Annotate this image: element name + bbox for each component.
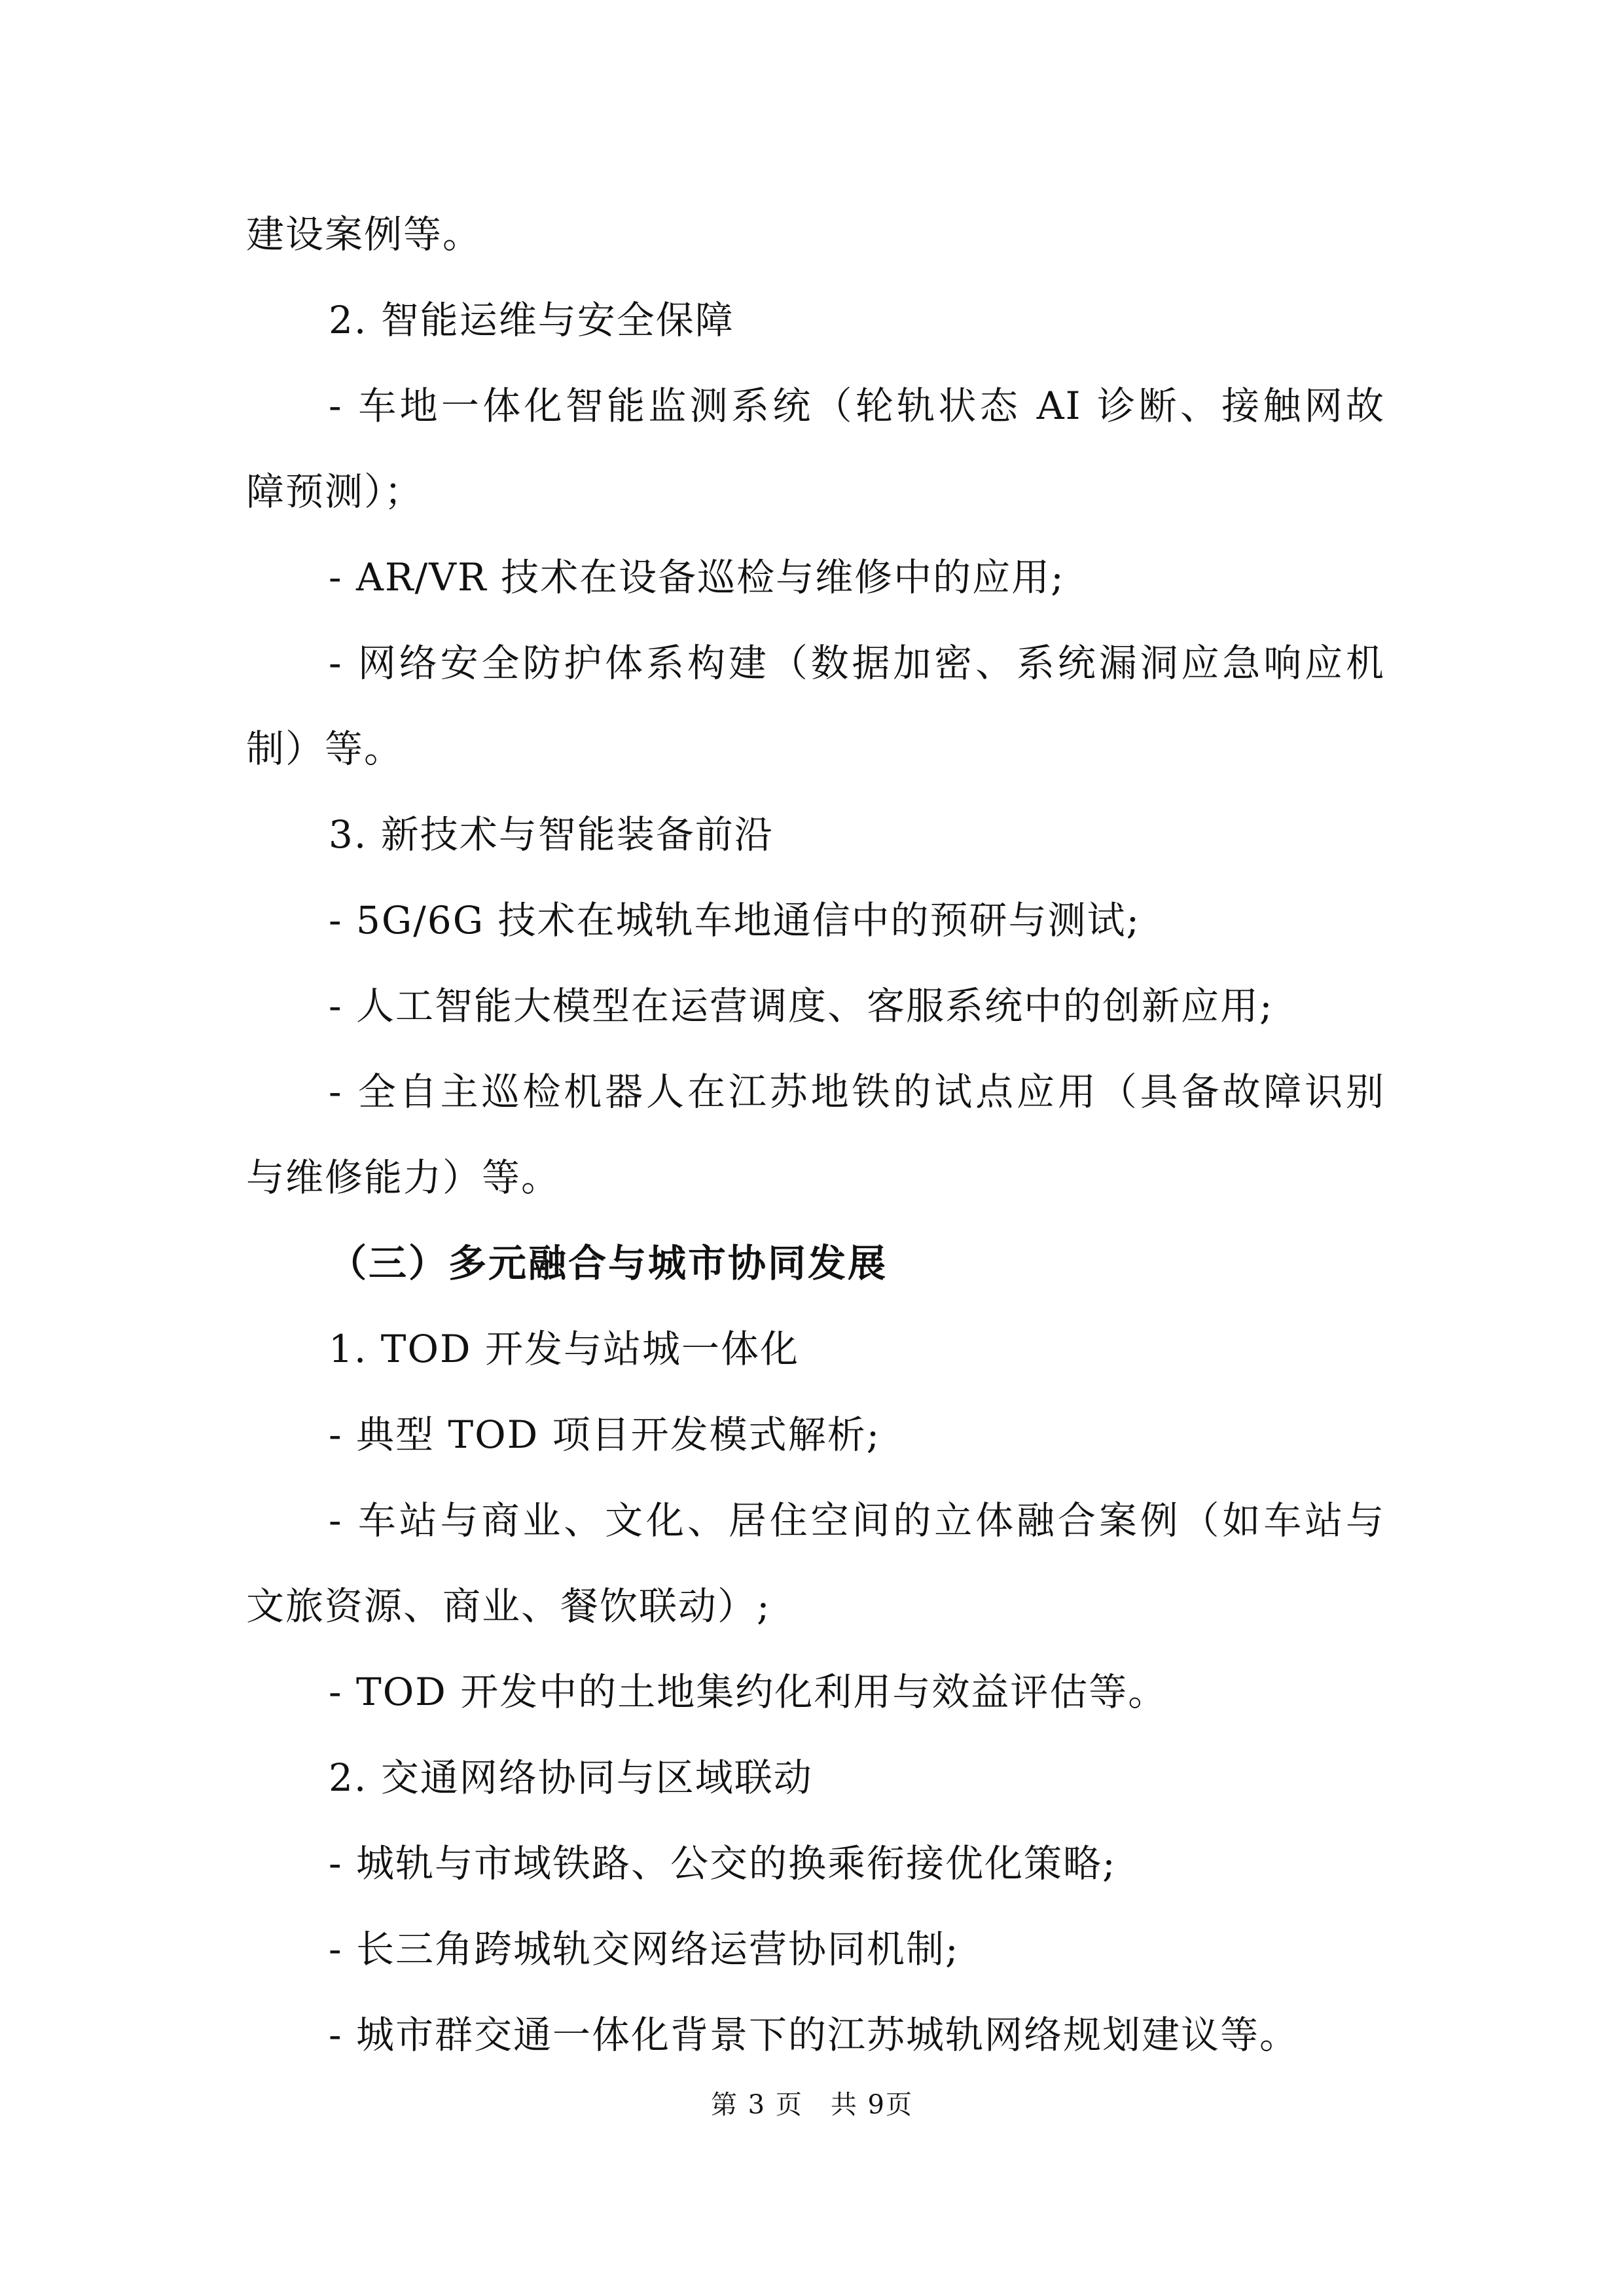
list-item-line-21: - 长三角跨城轨交网络运营协同机制;: [329, 1927, 960, 1971]
subsection-title-3: 3. 新技术与智能装备前沿: [329, 812, 774, 857]
list-item-line-15: - 典型 TOD 项目开发模式解析;: [329, 1412, 881, 1457]
subsection-title-2b: 2. 交通网络协同与区域联动: [329, 1755, 813, 1800]
list-item-line-9: - 5G/6G 技术在城轨车地通信中的预研与测试;: [329, 898, 1141, 942]
list-item-line-11: - 全自主巡检机器人在江苏地铁的试点应用（具备故障识别: [329, 1069, 1385, 1114]
section-heading: （三）多元融合与城市协同发展: [329, 1241, 888, 1285]
list-item-line-10: - 人工智能大模型在运营调度、客服系统中的创新应用;: [329, 984, 1274, 1028]
list-item-line-20: - 城轨与市域铁路、公交的换乘衔接优化策略;: [329, 1841, 1117, 1886]
list-item-line-3: - 车地一体化智能监测系统（轮轨状态 AI 诊断、接触网故: [329, 384, 1385, 428]
subsection-title-2: 2. 智能运维与安全保障: [329, 298, 734, 342]
list-item-line-16: - 车站与商业、文化、居住空间的立体融合案例（如车站与: [329, 1498, 1385, 1543]
list-item-line-18: - TOD 开发中的土地集约化利用与效益评估等。: [329, 1670, 1168, 1714]
list-item-line-6: - 网络安全防护体系构建（数据加密、系统漏洞应急响应机: [329, 641, 1385, 685]
list-item-line-12: 与维修能力）等。: [246, 1155, 561, 1200]
list-item-line-22: - 城市群交通一体化背景下的江苏城轨网络规划建议等。: [329, 2013, 1299, 2057]
text-line-1: 建设案例等。: [246, 212, 482, 257]
list-item-line-4: 障预测）；: [246, 469, 424, 514]
page-number-footer: 第 3 页 共 9页: [710, 2090, 914, 2120]
subsection-title-1: 1. TOD 开发与站城一体化: [329, 1327, 799, 1371]
list-item-line-7: 制）等。: [246, 726, 404, 771]
list-item-line-17: 文旅资源、商业、餐饮联动）;: [246, 1584, 771, 1628]
list-item-line-5: - AR/VR 技术在设备巡检与维修中的应用;: [329, 555, 1065, 600]
